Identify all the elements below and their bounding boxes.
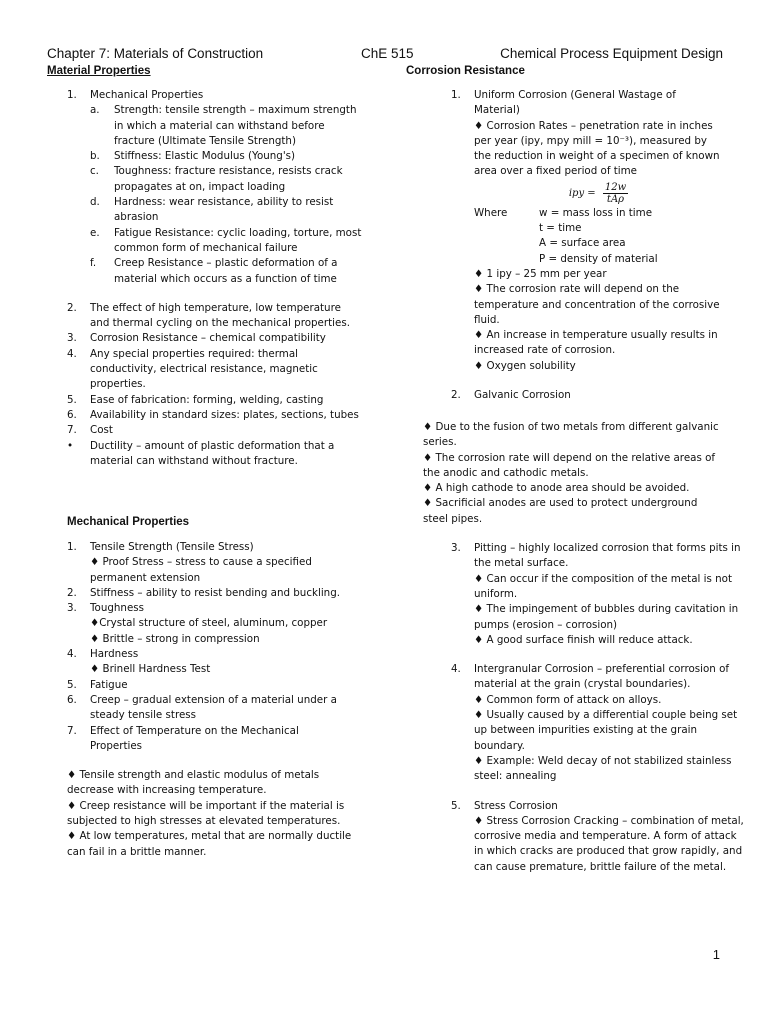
sub-item: e. Fatigue Resistance: cyclic loading, torture, most common form of mechanical failure — [90, 226, 362, 254]
list-item: 1. Mechanical Properties a. Strength: tensile strength – maximum strength in which a material can withstand before fracture (Ultimate Tensile Strength) b. Stiffness: Elastic Modulus (Young's) c. Toughness: fracture resistance, resists crack propagates at on, impact loading d. Hardness: wear resistance, ability to resist abrasion e. Fatigue Resistance: cyclic loading, torture, most common form of mechanical failure f. Creep Resistance – plastic deformation of a material which occurs as a function of time — [67, 88, 362, 287]
list-item: • Ductility – amount of plastic deformation that a material can withstand without fracture. — [67, 439, 335, 467]
corrosion-galvanic-title: 2. Galvanic Corrosion — [451, 389, 571, 402]
list-item: 3. Toughness ♦Crystal structure of steel, aluminum, copper ♦ Brittle – strong in compression — [67, 602, 328, 645]
section-title-corrosion-resistance: Corrosion Resistance — [406, 65, 525, 77]
corrosion-uniform: 1. Uniform Corrosion (General Wastage of Material) ♦ Corrosion Rates – penetration rate in inches per year (ipy, mpy mill = 10⁻³), measured by the reduction in weight of a specimen of known area over a fixed period of time ipy = $\frac{12w}{\text{tAρ}}$ Where w = mass loss in time t = time A = surface area P = density of material ♦ 1 ipy – 25 mm per year ♦ The corrosion rate will depend on the temperature and concentration of the corrosive fluid. ♦ An increase in temperature usually results in increased rate of corrosion. ♦ Oxygen solubility — [451, 88, 723, 374]
corrosion-intergranular: 4. Intergranular Corrosion – preferential corrosion of material at the grain (crystal boundaries). ♦ Common form of attack on alloys. ♦ Usually caused by a differential couple being set up between impurities existing at the grain boundary. ♦ Example: Weld decay of not stabilized stainless steel: annealing — [451, 663, 738, 783]
list-item: 5. Fatigue — [67, 678, 128, 691]
sub-item: d. Hardness: wear resistance, ability to resist abrasion — [90, 196, 334, 224]
section-title-mechanical-properties: Mechanical Properties — [67, 516, 190, 528]
course-title: Chemical Process Equipment Design — [500, 46, 723, 61]
temperature-note: ♦ At low temperatures, metal that are normally ductile can fail in a brittle manner. — [67, 830, 352, 858]
list-item: 6. Creep – gradual extension of a material under a steady tensile stress — [67, 693, 337, 722]
sub-item: a. Strength: tensile strength – maximum strength in which a material can withstand before fracture (Ultimate Tensile Strength) — [90, 104, 357, 147]
chapter-title: Chapter 7: Materials of Construction — [47, 46, 264, 61]
list-item: 7. Cost — [67, 424, 113, 437]
list-item: 5. Ease of fabrication: forming, welding, casting — [67, 393, 324, 406]
corrosion-stress: 5. Stress Corrosion ♦ Stress Corrosion Cracking – combination of metal, corrosive media and temperature. A form of attack in which cracks are produced that grow rapidly, and can cause premature, brittle failure of the metal. — [451, 799, 744, 873]
course-code: ChE 515 — [361, 46, 414, 61]
sub-item: c. Toughness: fracture resistance, resists crack propagates at on, impact loading — [90, 165, 343, 193]
list-item: 3. Corrosion Resistance – chemical compatibility — [67, 332, 326, 345]
left-column-lower — [67, 540, 362, 860]
list-item: 6. Availability in standard sizes: plates, sections, tubes — [67, 408, 359, 421]
galvanic-notes: ♦ Due to the fusion of two metals from different galvanic series. ♦ The corrosion rate will depend on the relative areas of the anodic and cathodic metals. ♦ A high cathode to anode area should be avoided. ♦ Sacrificial anodes are used to protect underground steel pipes. 3. Pitting – highly localized corrosion that forms pits in the metal surface. ♦ Can occur if the composition of the metal is not uniform. ♦ The impingement of bubbles during cavitation in pumps (erosion – corrosion) ♦ A good surface finish will reduce attack. 4. Intergranular Corrosion – preferential corrosion of material at the grain (crystal boundaries). ♦ Common form of attack on alloys. ♦ Usually caused by a differential couple being set up between impurities existing at the grain boundary. ♦ Example: Weld decay of not stabilized stainless steel: annealing 5. Stress Corrosion ♦ Stress Corrosion Cracking – combination of metal, corrosive media and temperature. A form of attack in which cracks are produced that grow rapidly, and can cause premature, brittle failure of the metal. — [423, 420, 723, 875]
where-block: Where w = mass loss in time t = time A = surface area P = density of material — [474, 206, 658, 265]
list-item: 4. Hardness ♦ Brinell Hardness Test — [67, 648, 211, 676]
temperature-note: ♦ Creep resistance will be important if the material is subjected to high stresses at elevated temperatures. — [67, 799, 345, 828]
list-item: 7. Effect of Temperature on the Mechanical Properties — [67, 724, 299, 752]
list-item: 2. The effect of high temperature, low temperature and thermal cycling on the mechanical properties. — [67, 301, 350, 330]
sub-item: f. Creep Resistance – plastic deformation of a material which occurs as a function of time — [90, 257, 338, 285]
sub-item: b. Stiffness: Elastic Modulus (Young's) — [90, 150, 296, 163]
list-item: 1. Tensile Strength (Tensile Stress) ♦ Proof Stress – stress to cause a specified permanent extension — [67, 541, 312, 584]
list-item: 4. Any special properties required: thermal conductivity, electrical resistance, magnetic properties. — [67, 347, 318, 391]
page-number: 1 — [712, 947, 720, 962]
right-column — [451, 88, 723, 403]
list-item: 2. Stiffness – ability to resist bending and buckling. — [67, 586, 341, 599]
section-title-material-properties: Material Properties — [47, 65, 151, 77]
ipy-formula: ipy = $\frac{12w}{\text{tAρ}}$ — [568, 181, 627, 205]
left-column — [67, 88, 362, 469]
temperature-note: ♦ Tensile strength and elastic modulus of metals decrease with increasing temperature. — [67, 769, 320, 797]
corrosion-pitting: 3. Pitting – highly localized corrosion that forms pits in the metal surface. ♦ Can occur if the composition of the metal is not uniform. ♦ The impingement of bubbles during cavitation in pumps (erosion – corrosion) ♦ A good surface finish will reduce attack. — [451, 542, 741, 646]
